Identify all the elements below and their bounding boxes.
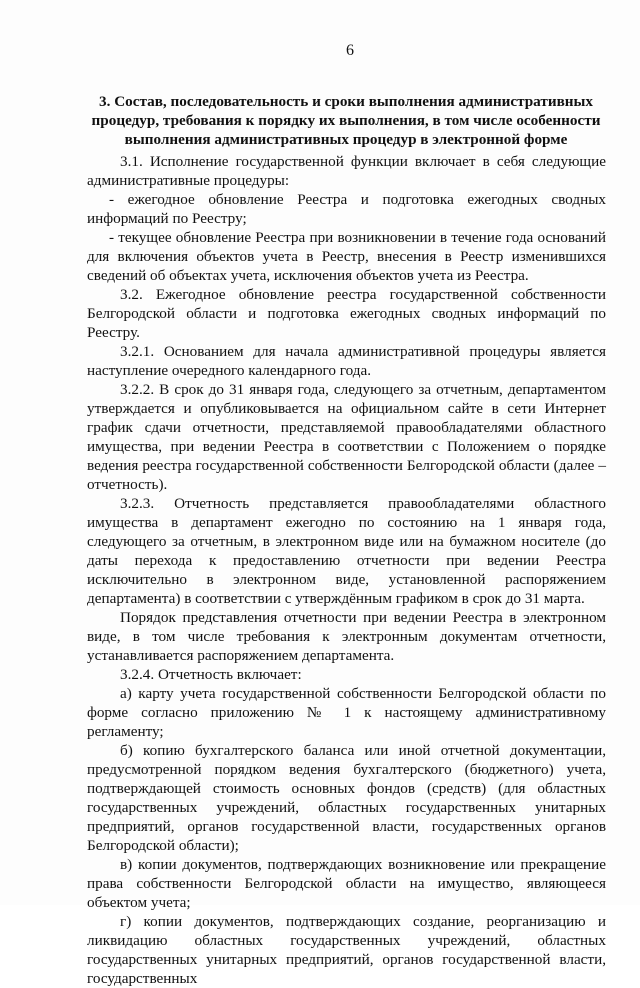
list-item-v: в) копии документов, подтверждающих возникновение или прекращение права собственности Белгородской области на имущество, являющееся объектом учета;	[87, 856, 606, 911]
list-item-annual-update: - ежегодное обновление Реестра и подготовка ежегодных сводных информаций по Реестру;	[87, 191, 606, 227]
paragraph-3-1: 3.1. Исполнение государственной функции включает в себя следующие административные процедуры:	[87, 153, 606, 189]
list-item-g: г) копии документов, подтверждающих создание, реорганизацию и ликвидацию областных государственных учреждений, областных государственных унитарных предприятий, органов государственной власти, государственных	[87, 913, 606, 987]
paragraph-reporting-order: Порядок представления отчетности при ведении Реестра в электронном виде, в том числе требования к электронным документам отчетности, устанавливается распоряжением департамента.	[87, 609, 606, 664]
paragraph-3-2-4: 3.2.4. Отчетность включает:	[120, 666, 302, 683]
document-body	[87, 152, 606, 988]
paragraph-3-2-3: 3.2.3. Отчетность представляется правообладателями областного имущества в департамент ежегодно по состоянию на 1 января года, следующего за отчетным, в электронном виде или на бумажном носителе (до даты перехода к предоставлению отчетности при ведении Реестра исключительно в электронном виде, установленной распоряжением департамента) в соответствии с утверждённым графиком в срок до 31 марта.	[87, 495, 606, 607]
section-heading: 3. Состав, последовательность и сроки выполнения административных процедур, требования к порядку их выполнения, в том числе особенности выполнения административных процедур в электронной форме	[91, 93, 601, 148]
list-item-a: а) карту учета государственной собственности Белгородской области по форме согласно приложению № 1 к настоящему административному регламенту;	[87, 685, 606, 740]
paragraph-3-2: 3.2. Ежегодное обновление реестра государственной собственности Белгородской области и подготовка ежегодных сводных информаций по Реестру.	[87, 286, 606, 341]
paragraph-3-2-2: 3.2.2. В срок до 31 января года, следующего за отчетным, департаментом утверждается и опубликовывается на официальном сайте в сети Интернет график сдачи отчетности, представляемой правообладателями областного имущества, при ведении Реестра в соответствии с Положением о порядке ведения реестра государственной собственности Белгородской области (далее – отчетность).	[87, 381, 606, 493]
paragraph-3-2-1: 3.2.1. Основанием для начала административной процедуры является наступление очередного календарного года.	[87, 343, 606, 379]
list-item-current-update: - текущее обновление Реестра при возникновении в течение года оснований для включения объектов учета в Реестр, внесения в Реестр изменившихся сведений об объектах учета, исключения объектов учета из Реестра.	[87, 229, 606, 284]
list-item-b: б) копию бухгалтерского баланса или иной отчетной документации, предусмотренной порядком ведения бухгалтерского (бюджетного) учета, подтверждающей стоимость основных фондов (средств) (для областных государственных учреждений, областных государственных унитарных предприятий, органов государственной власти, государственных органов Белгородской области);	[87, 742, 606, 854]
page-number: 6	[346, 42, 354, 59]
